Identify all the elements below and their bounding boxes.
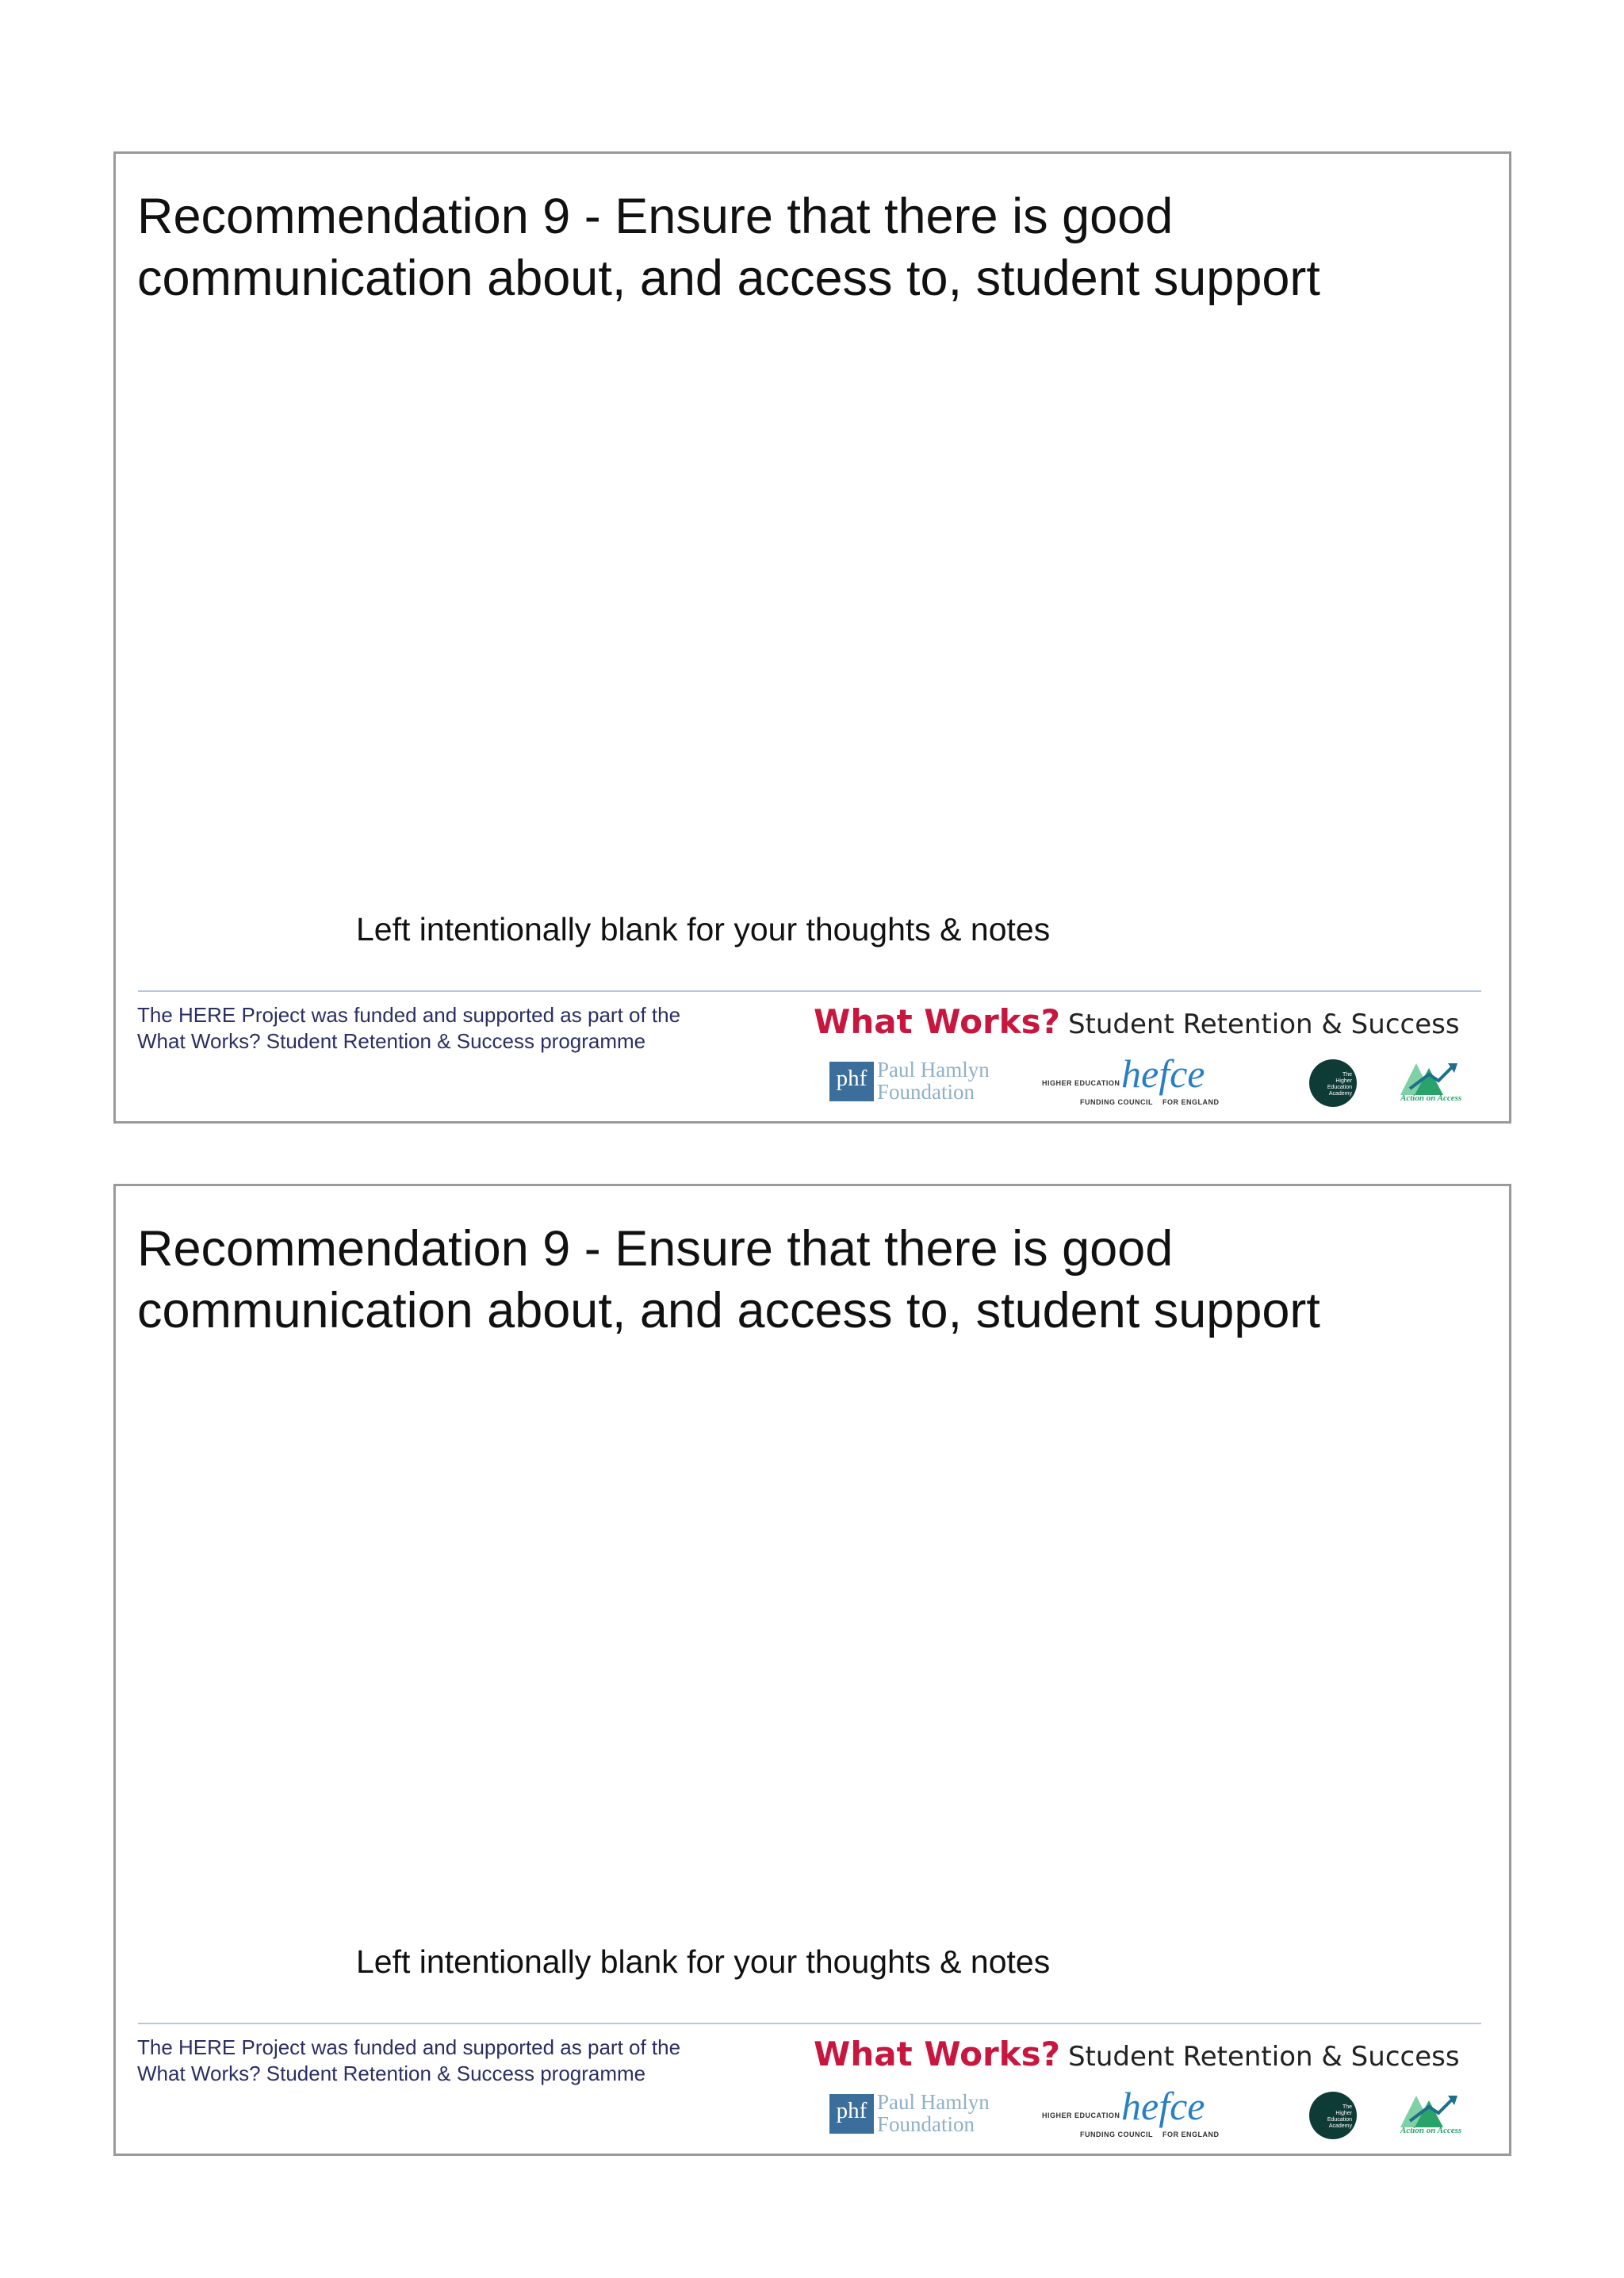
- funding-statement: [137, 1002, 811, 1055]
- hea-line-2: Higher: [1335, 2111, 1352, 2116]
- footer-divider: [138, 2023, 1481, 2024]
- partner-logos: [829, 1051, 1488, 1112]
- footer-divider: [138, 990, 1481, 992]
- slide-title-line-2: communication about, and access to, student support: [137, 1283, 1320, 1338]
- hefce-logo: [1042, 2084, 1224, 2145]
- hefce-logo: [1042, 1051, 1224, 1112]
- slide-title-line-1: Recommendation 9 - Ensure that there is good: [137, 189, 1174, 244]
- paul-hamlyn-foundation-logo: [829, 2090, 1012, 2140]
- programme-subtitle: Student Retention & Success: [1067, 2041, 1460, 2073]
- slide-title: [137, 186, 1485, 309]
- funding-line-1: The HERE Project was funded and supported as part of the: [137, 1003, 681, 1027]
- hefce-funding-council: FUNDING COUNCIL: [1080, 1098, 1153, 1106]
- slide-title: [137, 1218, 1485, 1342]
- hea-line-2: Higher: [1335, 1078, 1352, 1084]
- hefce-mark: hefce: [1121, 1051, 1205, 1096]
- hefce-higher-education: HIGHER EDUCATION: [1042, 1079, 1120, 1087]
- paul-hamlyn-foundation-logo: [829, 1058, 1012, 1108]
- funding-line-2: What Works? Student Retention & Success programme: [137, 1029, 646, 1053]
- notes-label: Left intentionally blank for your thoughts & notes: [356, 1943, 1051, 1980]
- what-works-wordmark: What Works?: [814, 2035, 1060, 2073]
- hefce-for-england: FOR ENGLAND: [1162, 1098, 1220, 1106]
- hea-line-1: The: [1342, 2104, 1352, 2110]
- what-works-wordmark: What Works?: [814, 1002, 1060, 1041]
- higher-education-academy-logo: [1309, 2092, 1357, 2139]
- hefce-higher-education: HIGHER EDUCATION: [1042, 2111, 1120, 2119]
- hea-line-3: Education: [1327, 1085, 1352, 1090]
- action-on-access-text: Action on Access: [1400, 2126, 1462, 2135]
- hea-line-4: Academy: [1328, 1091, 1352, 1097]
- hea-line-3: Education: [1327, 2117, 1352, 2123]
- phf-mark: phf: [829, 2094, 874, 2134]
- slide-1: [113, 151, 1511, 1124]
- phf-mark: phf: [829, 1062, 874, 1101]
- hea-line-1: The: [1342, 1072, 1352, 1078]
- phf-name: [877, 2091, 990, 2135]
- funding-statement: [137, 2035, 811, 2087]
- phf-name-line-2: Foundation: [877, 2112, 975, 2136]
- hefce-funding-council: FUNDING COUNCIL: [1080, 2131, 1153, 2138]
- hefce-mark: hefce: [1121, 2084, 1205, 2128]
- hefce-for-england: FOR ENGLAND: [1162, 2131, 1220, 2138]
- what-works-logo: [814, 2035, 1460, 2073]
- hea-text: [1327, 1072, 1352, 1097]
- hea-line-4: Academy: [1328, 2123, 1352, 2129]
- funding-line-1: The HERE Project was funded and supported as part of the: [137, 2035, 681, 2059]
- phf-name-line-1: Paul Hamlyn: [877, 1058, 990, 1082]
- partner-logos: [829, 2084, 1488, 2145]
- slide-title-line-1: Recommendation 9 - Ensure that there is good: [137, 1221, 1174, 1277]
- notes-label: Left intentionally blank for your thoughts & notes: [356, 911, 1051, 948]
- phf-name-line-1: Paul Hamlyn: [877, 2090, 990, 2114]
- slide-2: [113, 1184, 1511, 2156]
- what-works-logo: [814, 1002, 1460, 1041]
- higher-education-academy-logo: [1309, 1059, 1357, 1107]
- funding-line-2: What Works? Student Retention & Success programme: [137, 2062, 646, 2085]
- phf-name: [877, 1059, 990, 1103]
- phf-name-line-2: Foundation: [877, 1080, 975, 1104]
- action-on-access-text: Action on Access: [1400, 1093, 1462, 1103]
- action-on-access-logo: [1394, 2089, 1489, 2140]
- hea-text: [1327, 2104, 1352, 2130]
- programme-subtitle: Student Retention & Success: [1067, 1009, 1460, 1040]
- action-on-access-logo: [1394, 1057, 1489, 1108]
- slide-title-line-2: communication about, and access to, student support: [137, 251, 1320, 306]
